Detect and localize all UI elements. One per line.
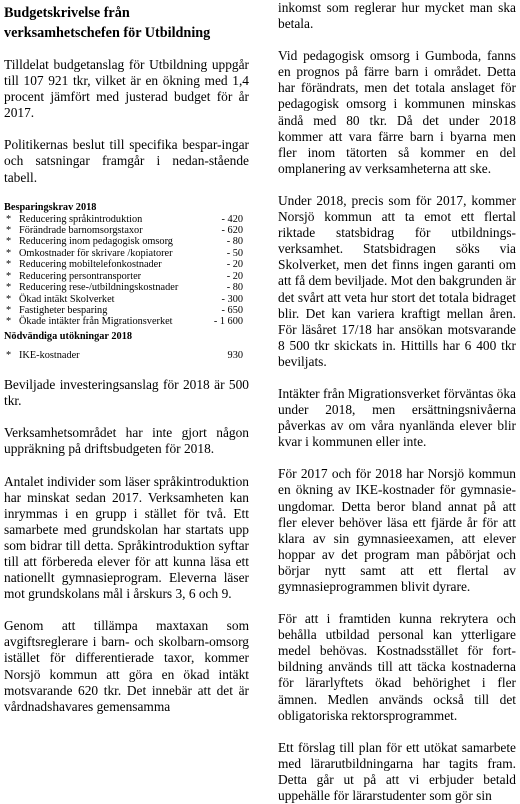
paragraph-migration-income: Intäkter från Migrationsverket förväntas öka under 2018, men ersättningsnivåerna påverkas av om våra nyanlända elever blir kvar i kommunen eller inte. — [278, 385, 516, 450]
paragraph-income-continued: inkomst som reglerar hur mycket man ska betala. — [278, 0, 516, 32]
paragraph-political-decisions: Politikernas beslut till specifika bespar-ingar och satsningar framgår i nedan-stående tabell. — [4, 137, 249, 185]
row-label: Omkostnader för skrivare /kopiatorer — [19, 247, 173, 259]
table-row — [4, 214, 245, 225]
row-amount: - 620 — [221, 225, 243, 237]
table-row — [4, 248, 245, 259]
bullet-star: * — [6, 316, 12, 328]
row-label: Reducering rese-/utbildningskostnader — [19, 282, 179, 294]
table-row — [4, 259, 245, 270]
expansions-table-title: Nödvändiga utökningar 2018 — [4, 330, 132, 342]
row-label: Ökad intäkt Skolverket — [19, 293, 115, 305]
row-label: Ökade intäkter från Migrationsverket — [19, 316, 173, 328]
bullet-star: * — [6, 293, 12, 305]
table-row — [4, 316, 245, 327]
document-heading: Budgetskrivelse från verksamhetschefen för Utbildning — [4, 5, 211, 41]
bullet-star: * — [6, 236, 12, 248]
expansion-rows — [4, 350, 245, 361]
row-label: Fastigheter besparing — [19, 304, 108, 316]
row-label: Reducering persontransporter — [19, 270, 142, 282]
row-amount: - 50 — [226, 247, 243, 259]
paragraph-investment: Beviljade investeringsanslag för 2018 är 500 tkr. — [4, 377, 249, 409]
table-row — [4, 305, 245, 316]
paragraph-recruitment: För att i framtiden kunna rekrytera och behålla utbildad personal kan ytterligare medel behövas. Kostnadsstället för fort-bildning används till att täcka kostnaderna för lärarlyftets ökad behörighet i fler ämnen. Medlen används också till det obligatoriska rektorsprogrammet. — [278, 611, 516, 723]
table-row — [4, 271, 245, 282]
row-label: Förändrade barnomsorgstaxor — [19, 225, 143, 237]
bullet-star: * — [6, 213, 12, 225]
row-amount: - 20 — [226, 259, 243, 271]
row-amount: - 420 — [221, 213, 243, 225]
bullet-star: * — [6, 349, 12, 361]
paragraph-language-intro: Antalet individer som läser språkintroduktion har minskat sedan 2017. Verksamheten kan inrymmas i en grupp i stället för två. Ett samarbete med grundskolan har startats upp som bidrar till detta. Språkintroduktion syftar till att förbereda elever för att kunna läsa ett nationellt gymnasieprogram. Eleverna läser mot grundskolans mål i årskurs 3, 6 och 9. — [4, 473, 249, 602]
row-amount: - 80 — [226, 282, 243, 294]
row-amount: - 20 — [226, 270, 243, 282]
bullet-star: * — [6, 225, 12, 237]
row-amount: - 80 — [226, 236, 243, 248]
right-column — [278, 0, 516, 804]
row-label: IKE-kostnader — [19, 349, 80, 361]
row-amount: - 650 — [221, 304, 243, 316]
savings-rows — [4, 214, 245, 328]
paragraph-max-fee: Genom att tillämpa maxtaxan som avgiftsreglerare i barn- och skolbarn-omsorg istället för differentierade taxor, kommer Norsjö kommun att göra en ökad intäkt motsvarande 620 tkr. Det innebär att det är vårdnadshavares gemensamma — [4, 618, 249, 714]
row-amount: - 300 — [221, 293, 243, 305]
table-row — [4, 225, 245, 236]
savings-table — [4, 202, 249, 361]
paragraph-state-grants: Under 2018, precis som för 2017, kommer Norsjö kommun att ta emot ett flertal riktade statsbidrag för utbildnings-verksamhet. Statsbidragen söks via Skolverket, men det finns ingen garanti om att få dem beviljade. Mot den bakgrunden är det svårt att veta hur stort det totala bidraget blir. Det kan variera kraftigt mellan åren. För läsåret 17/18 har ansökan motsvarande 8 500 tkr skickats in. Hittills har 6 400 tkr beviljats. — [278, 192, 516, 369]
row-label: Reducering mobiltelefonkostnader — [19, 259, 162, 271]
bullet-star: * — [6, 270, 12, 282]
bullet-star: * — [6, 304, 12, 316]
row-amount: 930 — [227, 349, 243, 361]
row-label: Reducering språkintroduktion — [19, 213, 143, 225]
bullet-star: * — [6, 282, 12, 294]
left-column — [4, 0, 249, 715]
bullet-star: * — [6, 259, 12, 271]
paragraph-gumboda: Vid pedagogisk omsorg i Gumboda, fanns en prognos på färre barn i området. Detta har förändrats, men det totala anslaget för pedagogisk omsorg i kommunen minskas ändå med 80 tkr. Då det under 2018 kommer att vara färre barn i byarna men fler inom tätorten så kommer en del omplanering av verksamheterna att ske. — [278, 48, 516, 176]
paragraph-teacher-training: Ett förslag till plan för ett utökat samarbete med lärarutbildningarna har tagits fram. Detta går ut på att vi erbjuder betald uppehälle för lärarstudenter som gör sin — [278, 739, 516, 804]
paragraph-no-indexation: Verksamhetsområdet har inte gjort någon uppräkning på driftsbudgeten för 2018. — [4, 425, 249, 457]
row-label: Reducering inom pedagogisk omsorg — [19, 236, 173, 248]
table-row — [4, 294, 245, 305]
table-row — [4, 236, 245, 247]
table-row — [4, 282, 245, 293]
row-amount: - 1 600 — [213, 316, 243, 328]
paragraph-budget-allocation: Tilldelat budgetanslag för Utbildning uppgår till 107 921 tkr, vilket är en ökning med 1,4 procent jämfört med justerad budget för år 2017. — [4, 57, 249, 121]
table-row — [4, 350, 245, 361]
paragraph-ike-costs: För 2017 och för 2018 har Norsjö kommun en ökning av IKE-kostnader för gymnasie-ungdomar. Detta beror bland annat på att fler elever behöver läsa ett fjärde år för att klara av sin gymnasieexamen, att elever hoppar av det program man påbörjat och börjar nytt samt att ett flertal av gymnasieprogrammen blivit dyrare. — [278, 466, 516, 594]
bullet-star: * — [6, 247, 12, 259]
savings-table-title: Besparingskrav 2018 — [4, 201, 97, 213]
